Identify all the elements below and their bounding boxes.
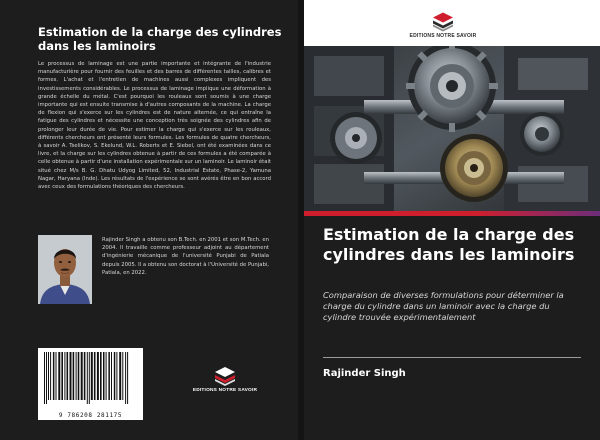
rolling-mill-machinery-photo <box>304 46 600 211</box>
barcode-bar <box>108 352 110 400</box>
barcode-bar <box>122 352 123 400</box>
author-bio: Rajinder Singh a obtenu son B.Tech. en 2001 et son M.Tech. en 2004. Il travaille comme professeur adjoint au département d'ingénierie mécanique de l'université Punjabi de Patiala depuis 2005. Il a obtenu son doctorat à l'Université de Punjabi, Patiala, en 2022. <box>102 237 269 276</box>
back-publisher-name: EDITIONS NOTRE SAVOIR <box>192 388 258 393</box>
barcode-bar <box>76 352 77 400</box>
isbn-digits: 9 786208 281175 <box>58 412 123 419</box>
barcode-bar <box>73 352 75 400</box>
back-publisher-logo <box>192 366 258 400</box>
barcode-bar <box>103 352 105 400</box>
barcode-bar <box>89 352 90 404</box>
barcode-bar <box>53 352 55 400</box>
front-header <box>304 0 600 46</box>
barcode-bar <box>127 352 128 404</box>
barcode-bar <box>111 352 112 400</box>
barcode-bar <box>116 352 117 400</box>
back-cover <box>0 0 298 440</box>
barcode-bar <box>67 352 69 400</box>
barcode-bar <box>125 352 126 404</box>
isbn-barcode <box>38 348 143 420</box>
front-cover-title: Estimation de la charge des cylindres dans les laminoirs <box>323 225 575 264</box>
barcode-bar <box>70 352 72 400</box>
barcode-bar <box>97 352 99 400</box>
front-cover-subtitle: Comparaison de diverses formulations pour déterminer la charge du cylindre dans un laminoir avec la charge du cylindre trouvée expérimentalement <box>323 290 564 322</box>
barcode-bar <box>64 352 65 400</box>
barcode-bar <box>106 352 107 400</box>
barcode-bar <box>81 352 83 400</box>
back-cover-blurb: Le processus de laminage est une partie importante et intégrante de l'industrie manufacturière pour fournir des feuilles et des barres de différentes tailles, calibres et formes. L'achat et l'entretien de machines aussi complexes impliquent des investissements considérables. Le processus de laminage implique une déformation à grande échelle du métal. C'est pourquoi les rouleaux sont soumis à une charge importante qui est ensuite transmise à d'autres composants de la machine. La charge de flexion qui s'exerce sur les cylindres est de nature alternée, ce qui entraîne la fatigue des cylindres et nécessite une conception très soignée des cylindres afin de prolonger leur durée de vie. Pour estimer la charge qui s'exerce sur les rouleaux, différents chercheurs ont présenté leurs formules. Les formules de quatre chercheurs, à savoir A. Tselikov, S. Ekelund, W.L. Roberts et E. Siebel, ont été examinées dans ce livre, et la charge sur les cylindres obtenue à partir de ces formules a été comparée à celle obtenue à partir d'une installation expérimentale sur un laminoir. Le laminoir était situé chez M/s B. G. Dhatu Udyog Limited, 52, Industrial Estate, Phase-2, Yamuna Nagar, Haryana (Inde). Les résultats de l'expérience se sont avérés être en bon accord avec ceux des formulations théoriques des chercheurs. <box>38 61 271 191</box>
barcode-bar <box>46 352 47 404</box>
barcode-bar <box>44 352 45 404</box>
barcode-bar <box>119 352 121 400</box>
accent-bar <box>304 211 600 216</box>
barcode-bar <box>114 352 116 400</box>
barcode-bar <box>100 352 102 400</box>
barcode-bar <box>78 352 80 400</box>
front-cover-author: Rajinder Singh <box>323 368 406 379</box>
back-cover-title: Estimation de la charge des cylindres dans les laminoirs <box>38 25 282 53</box>
barcode-bar <box>50 352 51 400</box>
front-cover <box>304 0 600 440</box>
stacked-books-logo-icon <box>430 11 456 32</box>
barcode-bar <box>91 352 93 400</box>
barcode-bar <box>61 352 63 400</box>
front-publisher-name: EDITIONS NOTRE SAVOIR <box>409 33 477 39</box>
barcode-bar <box>84 352 86 400</box>
barcode-bar <box>94 352 96 400</box>
front-publisher-logo <box>398 11 488 44</box>
barcode-bar <box>48 352 49 400</box>
barcode-bar <box>58 352 60 400</box>
author-photo <box>38 235 92 304</box>
barcode-bar <box>87 352 88 404</box>
stacked-books-logo-icon <box>212 366 238 386</box>
divider <box>323 357 581 358</box>
barcode-bar <box>56 352 57 400</box>
